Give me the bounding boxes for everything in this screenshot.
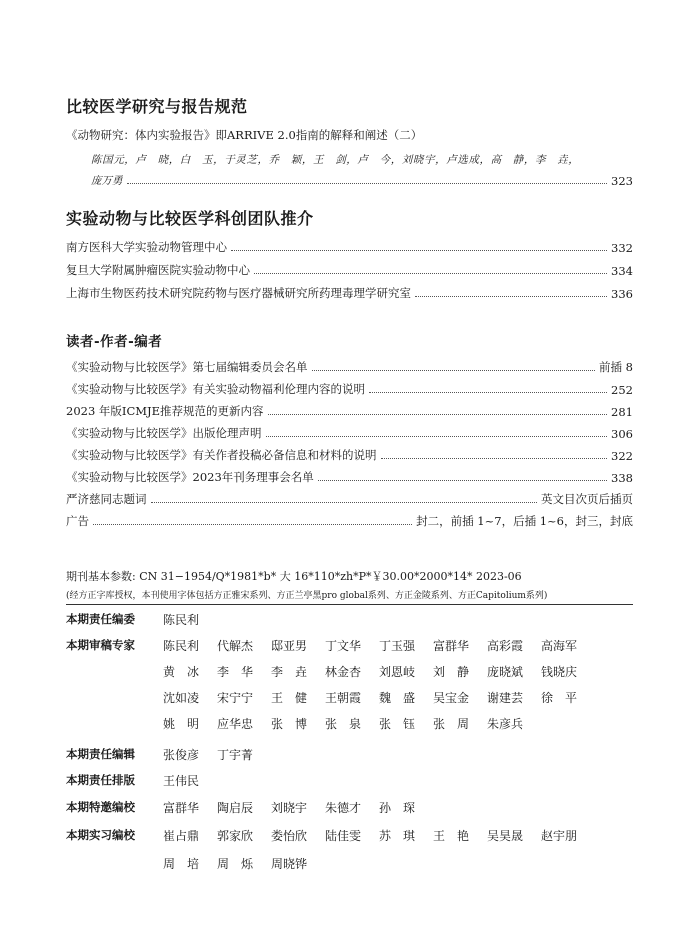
staff-name: 丁玉强 <box>379 639 416 653</box>
staff-name: 崔占鼎 <box>163 829 200 843</box>
staff-name: 朱彦兵 <box>487 717 524 731</box>
leader-dots <box>312 370 596 371</box>
staff-row <box>66 746 633 768</box>
journal-parameters: 期刊基本参数: CN 31−1954/Q*1981*b* 大 16*110*zh*P*￥30.00*2000*14* 2023-06 <box>66 570 522 583</box>
section-title-reader-author-editor: 读者-作者-编者 <box>66 334 163 350</box>
staff-name: 魏 盛 <box>379 691 416 705</box>
staff-name: 陶启辰 <box>217 801 254 815</box>
toc-entry[interactable] <box>66 423 633 441</box>
page-number: 338 <box>611 471 633 485</box>
toc-entry-text: 《实验动物与比较医学》有关作者投稿必备信息和材料的说明 <box>66 448 377 462</box>
toc-entry-arrive-authors-cont[interactable] <box>91 170 633 188</box>
leader-dots <box>93 524 412 525</box>
staff-name: 陈民利 <box>163 639 200 653</box>
toc-entry[interactable] <box>66 237 633 255</box>
leader-dots <box>266 436 608 437</box>
toc-entry-arrive[interactable] <box>66 125 486 143</box>
staff-name: 谢建芸 <box>487 691 524 705</box>
staff-name: 徐 平 <box>541 691 578 705</box>
staff-name: 李 华 <box>217 665 254 679</box>
staff-row <box>66 855 633 877</box>
toc-entry-text: 复旦大学附属肿瘤医院实验动物中心 <box>66 263 250 277</box>
staff-name: 陆佳雯 <box>325 829 362 843</box>
toc-entry-text: 严济慈同志题词 <box>66 492 147 506</box>
toc-entry[interactable] <box>66 489 633 507</box>
staff-row <box>66 715 633 737</box>
staff-name: 王朝霞 <box>325 691 362 705</box>
section-title-innovation-teams: 实验动物与比较医学科创团队推介 <box>66 209 314 228</box>
leader-dots <box>369 392 607 393</box>
staff-name: 沈如凌 <box>163 691 200 705</box>
staff-row <box>66 827 633 849</box>
toc-entry-text: 上海市生物医药技术研究院药物与医疗器械研究所药理毒理学研究室 <box>66 286 411 300</box>
staff-name: 刘 静 <box>433 665 470 679</box>
page-number: 334 <box>611 264 633 278</box>
toc-entry-text: 《实验动物与比较医学》出版伦理声明 <box>66 426 262 440</box>
toc-entry[interactable] <box>66 401 633 419</box>
leader-dots <box>381 458 608 459</box>
staff-name: 丁文华 <box>325 639 362 653</box>
staff-name: 苏 琪 <box>379 829 416 843</box>
staff-name: 黄 冰 <box>163 665 200 679</box>
toc-entry[interactable] <box>66 379 633 397</box>
divider-rule <box>66 604 633 605</box>
staff-name: 邸亚男 <box>271 639 308 653</box>
page-number: 252 <box>611 383 633 397</box>
toc-entry-text: 2023 年版ICMJE推荐规范的更新内容 <box>66 404 264 418</box>
staff-name: 钱晓庆 <box>541 665 578 679</box>
leader-dots <box>127 183 608 184</box>
staff-name: 富群华 <box>433 639 470 653</box>
staff-name: 周晓铧 <box>271 857 308 871</box>
staff-name: 朱德才 <box>325 801 362 815</box>
staff-row <box>66 637 633 659</box>
staff-row <box>66 689 633 711</box>
section-title-comparative-medicine: 比较医学研究与报告规范 <box>66 97 248 116</box>
toc-entry-text: 《动物研究：体内实验报告》即ARRIVE 2.0指南的解释和阐述（二） <box>66 128 423 142</box>
page-number: 322 <box>611 449 633 463</box>
toc-entry-text: 广告 <box>66 514 89 528</box>
staff-role-label: 本期责任排版 <box>66 773 135 787</box>
page-number: 前插 8 <box>599 360 633 374</box>
staff-role-label: 本期审稿专家 <box>66 638 135 652</box>
staff-name: 宋宁宁 <box>217 691 254 705</box>
toc-entry-text: 《实验动物与比较医学》第七届编辑委员会名单 <box>66 360 308 374</box>
leader-dots <box>231 250 607 251</box>
toc-entry[interactable] <box>66 260 633 278</box>
staff-name: 王 艳 <box>433 829 470 843</box>
page-number: 306 <box>611 427 633 441</box>
leader-dots <box>268 414 608 415</box>
staff-name: 应华忠 <box>217 717 254 731</box>
staff-name: 吴昊晟 <box>487 829 524 843</box>
staff-row <box>66 772 633 794</box>
staff-role-label: 本期责任编委 <box>66 612 135 626</box>
toc-entry-text: 南方医科大学实验动物管理中心 <box>66 240 227 254</box>
staff-name: 王伟民 <box>163 774 200 788</box>
staff-name: 张俊彦 <box>163 748 200 762</box>
leader-dots <box>151 502 538 503</box>
page-number: 332 <box>611 241 633 255</box>
staff-name: 张 博 <box>271 717 308 731</box>
leader-dots <box>415 296 607 297</box>
page-number: 封二，前插 1~7，后插 1~6，封三，封底 <box>416 514 633 528</box>
staff-name: 刘恩岐 <box>379 665 416 679</box>
staff-name: 张 泉 <box>325 717 362 731</box>
page-number: 281 <box>611 405 633 419</box>
page-number: 336 <box>611 287 633 301</box>
staff-name: 林金杏 <box>325 665 362 679</box>
staff-name: 张 周 <box>433 717 470 731</box>
staff-name: 富群华 <box>163 801 200 815</box>
staff-name: 高彩霞 <box>487 639 524 653</box>
staff-name: 丁宇菁 <box>217 748 254 762</box>
staff-name: 姚 明 <box>163 717 200 731</box>
toc-entry[interactable] <box>66 357 633 375</box>
staff-name: 王 健 <box>271 691 308 705</box>
staff-row <box>66 799 633 821</box>
staff-name: 娄怡欣 <box>271 829 308 843</box>
staff-role-label: 本期特邀编校 <box>66 800 135 814</box>
staff-row <box>66 663 633 685</box>
staff-name: 刘晓宇 <box>271 801 308 815</box>
author-list-line1: 陈国元，卢 晓，白 玉，于灵芝，乔 颖，王 剑，卢 今，刘晓宇，卢选成，高 静，李 垚， <box>91 154 580 166</box>
staff-role-label: 本期实习编校 <box>66 828 135 842</box>
toc-entry[interactable] <box>66 283 633 301</box>
leader-dots <box>254 273 607 274</box>
page-number: 323 <box>611 174 633 188</box>
leader-dots <box>318 480 607 481</box>
staff-name: 郭家欣 <box>217 829 254 843</box>
staff-name: 陈民利 <box>163 613 200 627</box>
toc-entry[interactable] <box>66 445 633 463</box>
toc-entry[interactable] <box>66 467 633 485</box>
staff-name: 代解杰 <box>217 639 254 653</box>
staff-name: 张 钰 <box>379 717 416 731</box>
page-number: 英文目次页后插页 <box>541 492 633 506</box>
staff-name: 孙 琛 <box>379 801 416 815</box>
staff-row <box>66 611 633 633</box>
toc-entry-text: 《实验动物与比较医学》2023年刊务理事会名单 <box>66 470 314 484</box>
staff-name: 周 烁 <box>217 857 254 871</box>
toc-entry-text: 《实验动物与比较医学》有关实验动物福利伦理内容的说明 <box>66 382 365 396</box>
staff-name: 吴宝金 <box>433 691 470 705</box>
staff-name: 庞晓斌 <box>487 665 524 679</box>
font-license-note: (经方正字库授权，本刊使用字体包括方正雅宋系列、方正兰亭黑pro global系列、方正金陵系列、方正Capitolium系列) <box>66 591 548 601</box>
staff-name: 李 垚 <box>271 665 308 679</box>
staff-name: 赵宇朋 <box>541 829 578 843</box>
staff-name: 周 培 <box>163 857 200 871</box>
toc-entry[interactable] <box>66 511 633 529</box>
author-list-line2: 庞万勇 <box>91 175 123 187</box>
staff-role-label: 本期责任编辑 <box>66 747 135 761</box>
staff-name: 高海军 <box>541 639 578 653</box>
